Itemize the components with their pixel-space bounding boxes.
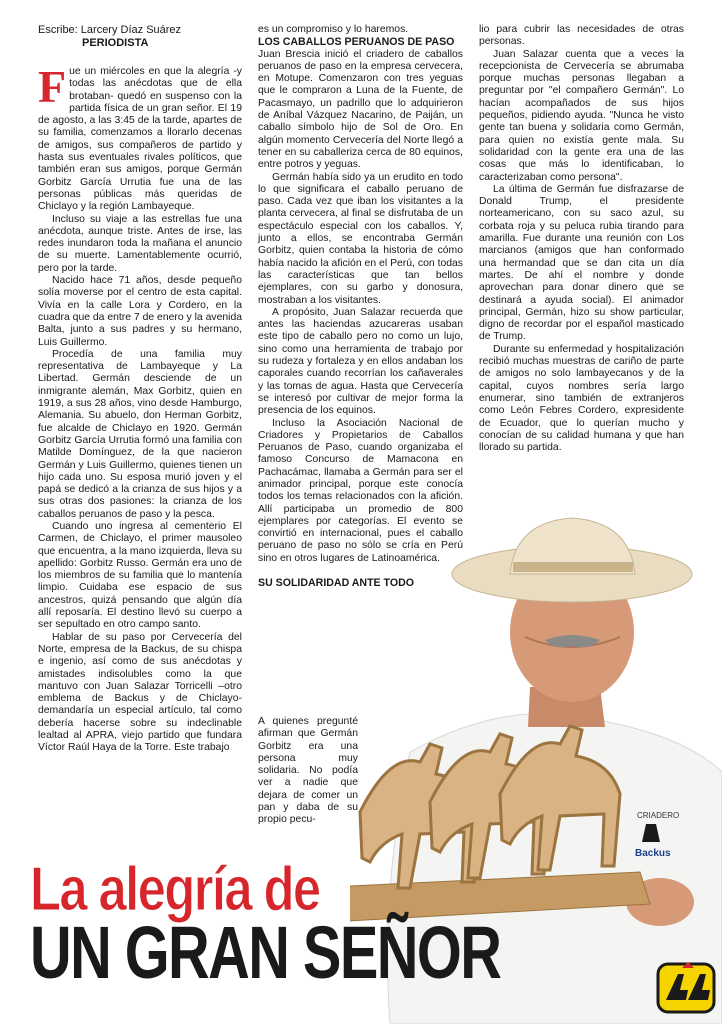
article-column-3: [479, 24, 684, 454]
article-paragraph: Hablar de su paso por Cervecería del Norte, empresa de la Backus, de su chispa e ingenio, así como de sus anécdotas y amistades indisolubles como la que mantuvo con Juan Salazar Torricelli –otro emblema de Backus y de Chiclayo- demandaría un especial artículo, tal como debería hacerse sobre su indeclinable lealtad al APRA, viejo partido que fundara Víctor Raúl Haya de la Torre. Este trabajo: [38, 631, 242, 754]
headline-line-2: UN GRAN SEÑOR: [30, 911, 501, 994]
section-subhead: SU SOLIDARIDAD ANTE TODO: [258, 577, 414, 590]
solidarity-paragraph-block: [258, 716, 358, 827]
article-paragraph: Cuando uno ingresa al cementerio El Carmen, de Chiclayo, el primer mausoleo que encuentra, a la mano izquierda, lleva su apellido: Gorbitz Russo. Germán era uno de los miembros de su familia que lo mantenía limpio. Cuidaba ese espacio de sus ancestros, quizá pensando que algún día allí reposaría. El destino llevó su cuerpo a ser sepultado en otro campo santo.: [38, 520, 242, 631]
svg-text:Backus: Backus: [635, 848, 671, 859]
article-paragraph: es un compromiso y lo haremos.: [258, 24, 409, 35]
article-column-2: [258, 24, 463, 589]
article-paragraph: A quienes pregunté afirman que Germán Gorbitz era una persona muy solidaria. No podía ver a nadie que dejara de comer un pan y daba de su propio pecu-: [258, 716, 358, 826]
article-paragraph: Incluso su viaje a las estrellas fue una anécdota, aunque triste. Antes de irse, las redes inundaron toda la mañana el anuncio de su muerte. Lamentablemente ocurrió, pero por la tarde.: [38, 213, 242, 274]
article-paragraph: Fue un miércoles en que la alegría -y todas las anécdotas que de ella brotaban- quedó en suspenso con la partida física de un gran señor. El 19 de agosto, a las 3:45 de la tarde, apartes de su familia, comenzamos a llorarlo decenas de amigos, sus compañeros de partido y hasta sus eventuales rivales políticos, que también eran sus amigos, porque Germán Gorbitz García Urrutia fue una de las personas públicas más queridas de Chiclayo y la región Lambayeque.: [38, 61, 242, 213]
hat-band: [513, 562, 633, 572]
section-subhead: LOS CABALLOS PERUANOS DE PASO: [258, 36, 455, 49]
article-paragraph: Procedía de una familia muy representativa de Lambayeque y La Libertad. Germán desciende de un inmigrante alemán, Max Gorbitz, quien en 1919, a sus 28 años, vino desde Hamburgo, Alemania. Su abuelo, don Herman Gorbitz, fue alcalde de Chiclayo en 1920. Germán Gorbitz García Urrutia formó una familia con Matilde Domínguez, de la que nacieron Germán y Luis Guillermo, quienes tienen un hijo cada uno. Su esposa murió joven y el papá se dedicó a la crianza de sus hijos y a sus otras dos pasiones: la crianza de los caballos peruanos de paso y la pesca.: [38, 348, 242, 520]
byline: [38, 24, 238, 50]
article-paragraph: lio para cubrir las necesidades de otras personas.: [479, 24, 684, 48]
article-paragraph: Incluso la Asociación Nacional de Criadores y Propietarios de Caballos Peruanos de Paso, cuando organizaba el famoso Concurso de Mamacona en Pachacámac, llamaba a Germán para ser el animador principal, porque este conocía todos los temas relacionados con la afición. Allí participaba un promedio de 800 ejemplares por categorías. El evento se convirtió en internacional, pues el caballo peruano de paso no sólo se cría en Perú sino en otros lugares de Latinoamérica.: [258, 417, 463, 564]
article-column-1: [38, 61, 242, 755]
author-name: Escribe: Larcery Díaz Suárez: [38, 24, 182, 36]
drop-cap: F: [38, 61, 67, 112]
svg-text:CRIADERO: CRIADERO: [637, 811, 680, 820]
article-paragraph: Nacido hace 71 años, desde pequeño solía moverse por el centro de esta capital. Vivía en la calle Lora y Cordero, en la cuadra que da entre 7 de enero y la avenida Balta, junto a sus padres y su hermano, Luis Guillermo.: [38, 275, 242, 348]
article-paragraph: Germán había sido ya un erudito en todo lo que significara el caballo peruano de paso. Cada vez que iban los visitantes a la planta cervecera, al final se disfrutaba de un espectáculo especial con los caballos. Y, junto a ellos, se encontraba Germán Gorbitz, quien contaba la historia de cómo había nacido la afición en el Perú, con todas las características que tan bellos ejemplares, con su garbo y donosura, mostraban a los visitantes.: [258, 171, 463, 306]
headline: [30, 855, 590, 994]
magazine-logo-icon: [656, 960, 716, 1016]
article-paragraph: A propósito, Juan Salazar recuerda que antes las haciendas azucareras usaban este tipo de caballo pero no como un lujo, sino como una herramienta de trabajo por su rudeza y fortaleza y en ellos andaban los caporales cuando recorrían los cañaverales y las tomas de agua. Hasta que Cervecería se interesó por cultivar de mejor forma la presencia de los equinos.: [258, 306, 463, 417]
article-paragraph: Juan Brescia inició el criadero de caballos peruanos de paso en la empresa cervecera, en Motupe. Comenzaron con tres yeguas que le compraron a Luna de la Fuente, de Pacasmayo, un padrillo que lo adquirieron de Aníbal Vázquez Nacarino, de Paiján, un caballo símbolo hijo de Sol de Oro. En algún momento Cervecería del Norte llegó a tener en su caballeriza cerca de 80 equinos, entre potros y yeguas.: [258, 48, 463, 171]
article-paragraph: Juan Salazar cuenta que a veces la recepcionista de Cervecería se abrumaba porque muchas personas llegaban a preguntar por "el compañero Germán". Lo hacían acompañados de sus hijos pequeños, pidiendo ayuda. "Nunca he visto gente tan buena y solidaria como Germán, para quien no existía gente mala. Su solidaridad con la gente era una de las cosas que más lo identificaban, lo caracterizaban como persona".: [479, 48, 684, 183]
article-paragraph: Durante su enfermedad y hospitalización recibió muchas muestras de cariño de parte de amigos no solo lambayecanos y de la capital, cuyos nombres sería largo enumerar, sino también de extranjeros como León Febres Cordero, expresidente de Ecuador, que lo querían mucho y conocían de su calidad humana y que han llorado su partida.: [479, 343, 684, 454]
author-role: PERIODISTA: [82, 37, 149, 49]
article-paragraph: La última de Germán fue disfrazarse de Donald Trump, el presidente norteamericano, con su saco azul, su corbata roja y su peluca rubia tirando para amarilla. Fue durante una reunión con Los marcianos (amigos que han conformado una hermandad que se dan cita un día martes. De ahí el nombre y donde aprovechan para donar dinero que se destinará a ayuda social). El animador principal, Germán, hizo su show particular, digno de recordar por el español masticado de Trump.: [479, 183, 684, 343]
headline-line-1: La alegría de: [30, 855, 320, 924]
